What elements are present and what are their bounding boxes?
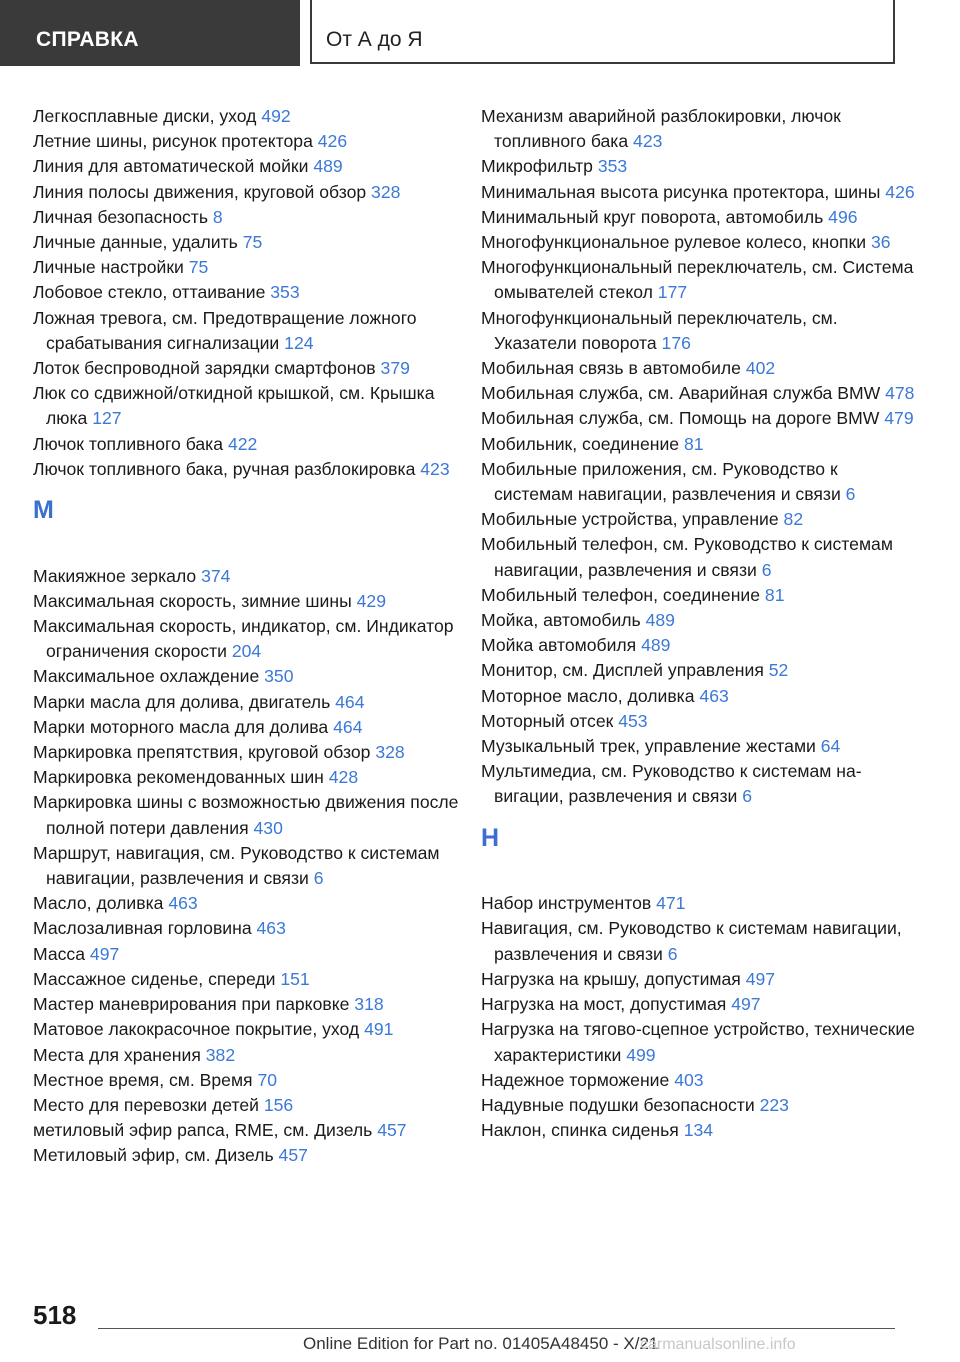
index-entry [33,1068,463,1093]
index-entry-text: Мультимедиа, см. Руководство к системам навигации, развлечения и связи [481,761,862,807]
index-entry [33,356,463,381]
index-entry-text: Нагрузка на крышу, допустимая [481,968,741,989]
index-entry [481,992,921,1017]
index-entry [33,891,463,916]
page-link[interactable]: 496 [828,206,858,227]
index-entry [33,992,463,1017]
index-entry [33,129,463,154]
index-entry-text: Маркировка препятствия, круговой обзор [33,742,371,763]
page-link[interactable]: 6 [761,559,772,580]
index-entry [481,684,921,709]
index-entry [481,608,921,633]
index-entry-text: Лоток беспроводной зарядки смартфонов [33,358,376,379]
page-link[interactable]: 463 [699,685,729,706]
page-link[interactable]: 6 [667,943,678,964]
index-entry-text: Минимальный круг поворота, автомобиль [481,206,824,227]
index-column-right [481,104,921,1143]
index-entry-text: Мойка, автомобиль [481,610,641,631]
index-entry-text: Макияжное зеркало [33,565,197,586]
index-entry [33,664,463,689]
index-entry [481,759,921,809]
page-link[interactable]: 497 [89,943,120,964]
index-entry-text: Места для хранения [33,1044,201,1065]
page-link[interactable]: 6 [742,786,753,807]
page-link[interactable]: 457 [377,1120,407,1141]
subsection-title: От А до Я [326,28,423,51]
index-entry [33,1043,463,1068]
index-entry-text: Маркировка рекомендованных шин [33,767,324,788]
page-link[interactable]: 457 [278,1145,308,1166]
index-entry-text: Многофункциональный переключатель, см. Указатели поворота [481,307,838,353]
page-link[interactable]: 156 [263,1094,294,1115]
index-entry-text: Линия для автоматической мойки [33,156,309,177]
page-link[interactable]: 453 [618,710,648,731]
index-entry [481,709,921,734]
index-entry [33,1017,463,1042]
page-link[interactable]: 124 [284,332,314,353]
index-letter-heading: Н [481,823,500,852]
page-link[interactable]: 402 [745,358,776,379]
index-entry-text: Мобильная служба, см. Помощь на дороге BMW [481,408,880,429]
index-entry-text: метиловый эфир рапса, RME, см. Дизель [33,1120,373,1141]
page-link[interactable]: 423 [633,131,663,152]
page-link[interactable]: 479 [884,408,914,429]
index-entry [33,230,463,255]
index-entry [481,583,921,608]
page-link[interactable]: 499 [626,1044,656,1065]
index-entry-text: Лючок топливного бака [33,433,224,454]
section-title: СПРАВКА [36,28,139,51]
page-link[interactable]: 497 [731,994,761,1015]
page-link[interactable]: 82 [783,509,804,530]
index-entry [33,916,463,941]
index-entry-text: Маршрут, навигация, см. Руководство к системам навигации, развлечения и связи [33,842,440,889]
index-entry [481,967,921,992]
subsection-tab[interactable] [312,0,895,64]
index-entry-text: Наклон, спинка сиденья [481,1120,679,1141]
page-link[interactable]: 223 [759,1094,789,1115]
page-link[interactable]: 471 [656,893,686,914]
index-entry-text: Набор инструментов [481,893,652,914]
section-tab[interactable] [0,0,300,66]
index-entry-text: Лобовое стекло, оттаивание [33,282,266,303]
index-entry [33,205,463,230]
index-entry-text: Многофункциональное рулевое колесо, кнопки [481,232,867,253]
index-entry-text: Мобильная служба, см. Аварийная служба BMW [481,383,881,404]
index-entry-text: Микрофильтр [481,156,593,177]
index-entry-text: Легкосплавные диски, уход [33,106,257,126]
index-entry-text: Маркировка шины с возможностью движения после полной потери давления [33,792,459,838]
index-entry [33,306,463,356]
index-entry [33,715,463,740]
index-entry [481,205,921,230]
page-link[interactable]: 64 [820,736,841,757]
page-link[interactable]: 151 [280,968,310,989]
index-entry [481,658,921,683]
index-entry-text: Маслозаливная горловина [33,918,252,939]
index-entry [33,1093,463,1118]
index-entry [481,1017,921,1067]
footer-divider [98,1328,895,1329]
page-link[interactable]: 429 [356,590,386,611]
index-entry-text: Местное время, см. Время [33,1069,253,1090]
index-entry [481,1068,921,1093]
index-entry-text: Мобильная связь в автомобиле [481,358,741,379]
index-entry-text: Навигация, см. Руководство к системам навигации, развлечения и связи [481,918,902,964]
index-entry-text: Мобильный телефон, соединение [481,584,761,605]
index-entry-text: Нагрузка на тягово-сцепное устройство, технические характеристики [481,1019,915,1065]
page-link[interactable]: 382 [205,1044,236,1065]
index-entry-text: Мобильный телефон, см. Руководство к системам навигации, развлечения и связи [481,534,893,580]
index-entry [33,457,463,482]
index-entry [33,280,463,305]
page-link[interactable]: 423 [420,458,450,479]
index-entry [481,230,921,255]
index-entry-text: Надежное торможение [481,1069,670,1090]
index-entry [481,432,921,457]
index-entry-text: Надувные подушки безопасности [481,1094,755,1115]
index-entry [481,104,921,154]
page-link[interactable]: 81 [764,584,785,605]
index-entry [33,564,463,589]
page-link[interactable]: 75 [188,257,209,278]
page-link[interactable]: 36 [870,232,891,253]
page-link[interactable]: 497 [745,968,776,989]
index-entry-text: Мобильные приложения, см. Руководство к системам навигации, развлечения и связи [481,458,841,505]
index-entry [481,1118,921,1143]
page-link[interactable]: 204 [231,641,262,662]
index-entry-text: Моторный отсек [481,710,614,731]
page-link[interactable]: 318 [354,994,384,1015]
index-entry [481,532,921,582]
index-entry [33,180,463,205]
index-entry-text: Максимальная скорость, зимние шины [33,590,352,611]
index-entry [33,614,463,664]
index-entry [33,1118,463,1143]
index-entry-text: Ложная тревога, см. Предотвращение ложного срабатывания сигнализации [33,307,417,353]
page-link[interactable]: 379 [380,358,410,379]
page-link[interactable]: 134 [683,1120,714,1141]
index-entry [481,734,921,759]
index-entry-text: Механизм аварийной разблокировки, лючок топливного бака [481,106,841,152]
page-link[interactable]: 426 [317,131,348,152]
index-entry [481,916,921,966]
page-link[interactable]: 491 [364,1019,394,1040]
page-link[interactable]: 492 [261,106,291,126]
index-entry [33,432,463,457]
index-letter-heading: М [33,496,54,525]
page-link[interactable]: 8 [212,206,223,227]
page-link[interactable]: 353 [597,156,628,177]
page-link[interactable]: 328 [375,742,405,763]
page-link[interactable]: 464 [333,716,363,737]
page-link[interactable]: 403 [674,1069,704,1090]
index-entry-text: Мастер маневрирования при парковке [33,994,350,1015]
page-link[interactable]: 463 [168,893,198,914]
page-link[interactable]: 430 [253,817,283,838]
index-entry-text: Максимальное охлаждение [33,666,260,687]
index-entry-text: Нагрузка на мост, допустимая [481,994,727,1015]
page-link[interactable]: 177 [657,282,688,303]
index-entry-text: Музыкальный трек, управление жестами [481,736,816,757]
page-link[interactable]: 75 [242,232,263,253]
page-link[interactable]: 6 [845,484,856,505]
index-entry [481,633,921,658]
index-entry [33,1143,463,1168]
index-entry-text: Мойка автомобиля [481,635,637,656]
index-entry-text: Место для перевозки детей [33,1094,259,1115]
index-entry-text: Марки моторного масла для долива [33,716,329,737]
index-entry-text: Личные настройки [33,257,184,278]
index-entry-text: Метиловый эфир, см. Дизель [33,1145,274,1166]
index-entry [33,255,463,280]
index-entry [33,765,463,790]
index-entry-text: Моторное масло, доливка [481,685,695,706]
index-entry [33,381,463,431]
page-link[interactable]: 374 [201,565,231,586]
page-link[interactable]: 328 [371,181,401,202]
index-entry [33,589,463,614]
index-entry [481,255,921,305]
index-entry [33,690,463,715]
index-entry [481,154,921,179]
index-entry-text: Мобильник, соединение [481,433,680,454]
index-entry-text: Матовое лакокрасочное покрытие, уход [33,1019,360,1040]
index-entry [33,790,463,840]
page-link[interactable]: 489 [641,635,671,656]
index-entry-text: Линия полосы движения, круговой обзор [33,181,367,202]
index-entry [481,306,921,356]
index-entry-text: Личные данные, удалить [33,232,238,253]
index-entry-text: Летние шины, рисунок протектора [33,131,313,152]
index-entry-text: Люк со сдвижной/откидной крышкой, см. Крышка люка [33,383,435,429]
index-entry [33,942,463,967]
page-link[interactable]: 350 [264,666,294,687]
index-entry [33,154,463,179]
page-link[interactable]: 489 [313,156,343,177]
page-link[interactable]: 176 [661,332,691,353]
page-link[interactable]: 52 [768,660,789,681]
index-entry [33,104,463,129]
watermark: carmanualsonline.info [640,1336,796,1353]
page-link[interactable]: 463 [256,918,286,939]
index-entry [481,891,921,916]
index-column-left [33,104,463,1169]
index-entry-text: Минимальная высота рисунка протектора, шины [481,181,881,202]
index-entry-text: Максимальная скорость, индикатор, см. Индикатор ограничения скорости [33,616,454,662]
index-entry-text: Многофункциональный переключатель, см. Система омывателей стекол [481,257,914,303]
page-link[interactable]: 70 [257,1069,278,1090]
index-entry [481,356,921,381]
page-link[interactable]: 81 [683,433,704,454]
page-link[interactable]: 426 [885,181,915,202]
page-link[interactable]: 489 [645,610,675,631]
index-entry-text: Мобильные устройства, управление [481,509,779,530]
index-entry [33,841,463,891]
index-entry-text: Масса [33,943,86,964]
footer-edition: Online Edition for Part no. 01405A48450 - X/21 [303,1334,659,1353]
page-link[interactable]: 422 [227,433,258,454]
index-entry [481,406,921,431]
page-link[interactable]: 127 [92,408,122,429]
page-link[interactable]: 478 [885,383,915,404]
index-entry [481,381,921,406]
page-link[interactable]: 464 [335,691,365,712]
index-entry-text: Монитор, см. Дисплей управления [481,660,764,681]
index-entry [481,457,921,507]
index-entry [33,967,463,992]
page-link[interactable]: 6 [313,868,324,889]
index-entry [33,740,463,765]
index-entry [481,1093,921,1118]
index-entry [481,180,921,205]
index-entry-text: Массажное сиденье, спереди [33,968,276,989]
index-entry-text: Лючок топливного бака, ручная разблокировка [33,458,416,479]
page-number: 518 [33,1300,77,1330]
index-entry-text: Масло, доливка [33,893,164,914]
page-link[interactable]: 353 [270,282,300,303]
index-entry-text: Марки масла для долива, двигатель [33,691,331,712]
index-entry [481,507,921,532]
page-link[interactable]: 428 [328,767,359,788]
index-entry-text: Личная безопасность [33,206,209,227]
